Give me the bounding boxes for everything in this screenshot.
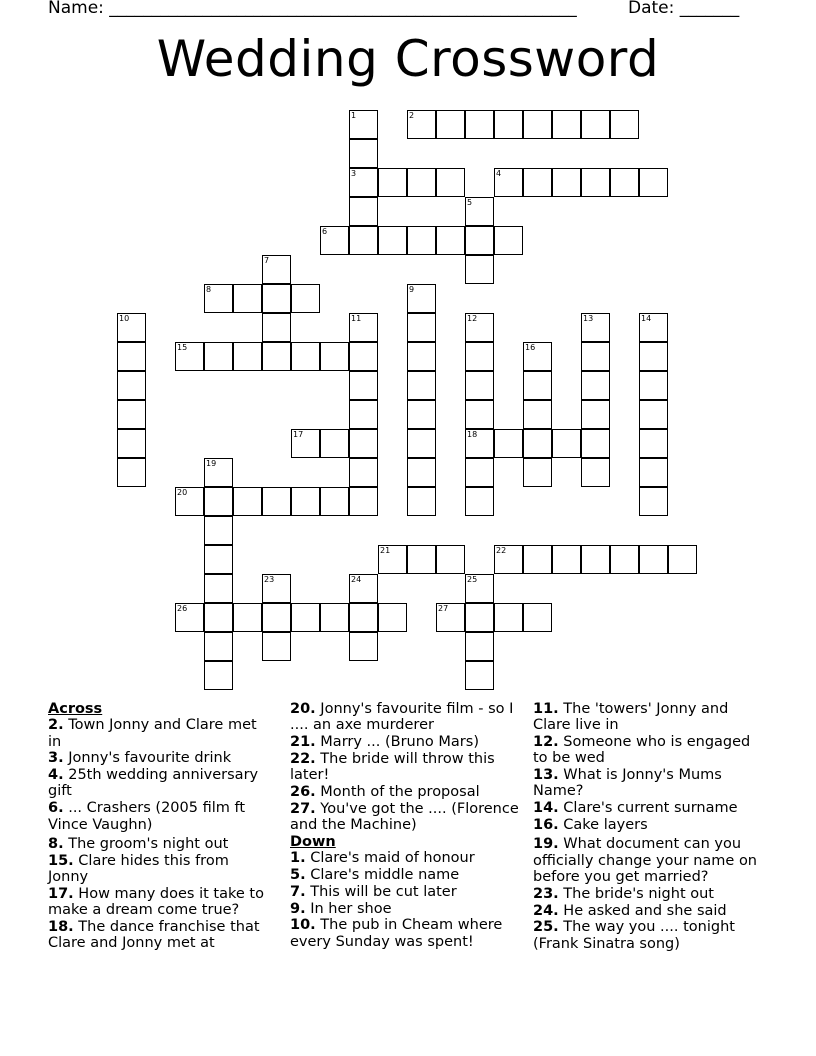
grid-cell[interactable] (523, 429, 552, 458)
clue-text: The bride's night out (558, 885, 714, 902)
clue-text: 25th wedding anniversary gift (48, 767, 259, 800)
grid-number: 18 (467, 430, 478, 439)
grid-cell[interactable] (436, 545, 465, 574)
grid-cell[interactable] (204, 603, 233, 632)
clue-number: 19. (533, 836, 559, 853)
clue-item (48, 886, 273, 919)
grid-cell[interactable] (291, 284, 320, 313)
clue-number: 14. (533, 800, 559, 817)
clue-text: Cake layers (558, 817, 648, 834)
grid-cell[interactable] (581, 429, 610, 458)
grid-cell[interactable] (117, 342, 146, 371)
clue-text: What is Jonny's Mums Name? (533, 767, 722, 800)
grid-cell[interactable] (204, 487, 233, 516)
clue-item (533, 836, 768, 885)
grid-cell[interactable] (610, 545, 639, 574)
grid-cell[interactable] (436, 168, 465, 197)
grid-number: 9 (409, 285, 415, 294)
clue-number: 13. (533, 767, 559, 784)
grid-cell[interactable] (668, 545, 697, 574)
clue-item (533, 817, 768, 833)
clue-number: 26. (290, 783, 316, 800)
grid-cell[interactable] (523, 371, 552, 400)
clue-number: 21. (290, 734, 316, 751)
grid-cell[interactable] (291, 487, 320, 516)
grid-cell[interactable] (465, 400, 494, 429)
grid-cell[interactable] (204, 661, 233, 690)
grid-cell[interactable] (639, 400, 668, 429)
grid-cell[interactable] (465, 661, 494, 690)
grid-cell[interactable] (262, 632, 291, 661)
clue-item (533, 886, 768, 902)
clue-item (533, 903, 768, 919)
clues-column-3 (533, 701, 768, 952)
clue-number: 1. (290, 850, 306, 867)
grid-cell[interactable] (407, 371, 436, 400)
grid-cell[interactable] (291, 603, 320, 632)
clue-number: 20. (290, 701, 316, 717)
grid-number: 7 (264, 256, 270, 265)
grid-cell[interactable] (523, 603, 552, 632)
clue-text: You've got the .... (Florence and the Machine) (290, 800, 519, 834)
grid-number: 8 (206, 285, 212, 294)
clue-number: 24. (533, 902, 559, 919)
clue-text: The way you .... tonight (Frank Sinatra song) (533, 919, 735, 952)
clue-text: The bride will throw this later! (290, 750, 495, 784)
clue-item (290, 751, 520, 784)
grid-number: 20 (177, 488, 188, 497)
clue-text: The groom's night out (63, 835, 229, 852)
grid-cell[interactable] (552, 429, 581, 458)
grid-cell[interactable] (465, 603, 494, 632)
grid-cell[interactable] (117, 429, 146, 458)
clue-text: ... Crashers (2005 film ft Vince Vaughn) (48, 800, 246, 833)
grid-cell[interactable] (349, 429, 378, 458)
grid-cell[interactable] (639, 429, 668, 458)
grid-cell[interactable] (639, 371, 668, 400)
grid-cell[interactable] (349, 603, 378, 632)
clue-number: 2. (48, 717, 64, 734)
clue-item (48, 836, 273, 852)
grid-cell[interactable] (204, 342, 233, 371)
grid-cell[interactable] (349, 139, 378, 168)
grid-number: 5 (467, 198, 473, 207)
grid-cell[interactable] (407, 342, 436, 371)
clue-number: 15. (48, 852, 74, 869)
grid-cell[interactable] (494, 603, 523, 632)
clue-item (290, 734, 520, 750)
grid-cell[interactable] (494, 429, 523, 458)
grid-cell[interactable] (320, 487, 349, 516)
grid-cell[interactable] (320, 603, 349, 632)
grid-number: 6 (322, 227, 328, 236)
grid-cell[interactable] (349, 342, 378, 371)
clue-text: The dance franchise that Clare and Jonny met at (48, 918, 260, 952)
grid-cell[interactable] (407, 313, 436, 342)
clue-text: This will be cut later (305, 883, 457, 900)
grid-cell[interactable] (233, 487, 262, 516)
clue-item (290, 784, 520, 800)
grid-cell[interactable] (378, 603, 407, 632)
clue-text: Marry ... (Bruno Mars) (315, 734, 479, 751)
grid-number: 17 (293, 430, 304, 439)
grid-number: 4 (496, 169, 502, 178)
clue-item (290, 867, 520, 883)
grid-cell[interactable] (349, 458, 378, 487)
grid-cell[interactable] (349, 371, 378, 400)
grid-number: 19 (206, 459, 217, 468)
clue-text: Month of the proposal (315, 783, 480, 800)
grid-cell[interactable] (349, 197, 378, 226)
grid-cell[interactable] (581, 458, 610, 487)
grid-cell[interactable] (233, 342, 262, 371)
grid-cell[interactable] (349, 226, 378, 255)
grid-cell[interactable] (204, 516, 233, 545)
grid-cell[interactable] (610, 168, 639, 197)
clue-item (290, 917, 520, 950)
grid-cell[interactable] (639, 545, 668, 574)
grid-number: 24 (351, 575, 362, 584)
grid-cell[interactable] (639, 458, 668, 487)
clue-text: He asked and she said (558, 902, 727, 919)
clue-number: 4. (48, 767, 64, 784)
grid-cell[interactable] (407, 226, 436, 255)
grid-number: 11 (351, 314, 362, 323)
clue-item (533, 919, 768, 952)
grid-cell[interactable] (581, 110, 610, 139)
grid-cell[interactable] (523, 168, 552, 197)
clue-item (48, 919, 273, 952)
clue-text: Clare hides this from Jonny (48, 852, 229, 885)
clue-item (290, 884, 520, 900)
clue-item (48, 767, 273, 800)
grid-cell[interactable] (465, 458, 494, 487)
grid-cell[interactable] (465, 342, 494, 371)
grid-number: 2 (409, 111, 415, 120)
grid-cell[interactable] (117, 458, 146, 487)
grid-cell[interactable] (639, 342, 668, 371)
grid-number: 27 (438, 604, 449, 613)
grid-cell[interactable] (204, 632, 233, 661)
grid-cell[interactable] (581, 168, 610, 197)
clue-number: 16. (533, 817, 559, 834)
clue-item (290, 701, 520, 734)
grid-cell[interactable] (233, 284, 262, 313)
grid-cell[interactable] (117, 371, 146, 400)
grid-cell[interactable] (552, 545, 581, 574)
clue-item (533, 701, 768, 734)
grid-cell[interactable] (494, 226, 523, 255)
down-heading: Down (290, 833, 336, 850)
clues-column-2 (290, 701, 520, 950)
clue-text: Town Jonny and Clare met in (48, 717, 257, 750)
grid-number: 1 (351, 111, 357, 120)
clue-number: 6. (48, 800, 64, 817)
grid-cell[interactable] (436, 226, 465, 255)
clue-item (48, 800, 273, 833)
clue-text: How many does it take to make a dream come true? (48, 885, 264, 919)
clue-item (48, 717, 273, 750)
clue-number: 11. (533, 701, 559, 717)
grid-cell[interactable] (407, 487, 436, 516)
grid-cell[interactable] (320, 429, 349, 458)
grid-cell[interactable] (378, 168, 407, 197)
grid-cell[interactable] (465, 255, 494, 284)
clue-item (290, 801, 520, 834)
clue-text: Clare's middle name (305, 866, 460, 883)
clue-number: 23. (533, 885, 559, 902)
grid-cell[interactable] (349, 487, 378, 516)
grid-cell[interactable] (639, 487, 668, 516)
grid-cell[interactable] (523, 110, 552, 139)
clue-number: 7. (290, 883, 306, 900)
page-title: Wedding Crossword (156, 30, 660, 88)
grid-cell[interactable] (262, 487, 291, 516)
grid-cell[interactable] (465, 110, 494, 139)
grid-number: 13 (583, 314, 594, 323)
grid-cell[interactable] (204, 574, 233, 603)
grid-cell[interactable] (494, 110, 523, 139)
clue-text: Jonny's favourite drink (63, 750, 232, 767)
clue-item (48, 853, 273, 886)
clue-number: 18. (48, 918, 74, 935)
grid-cell[interactable] (581, 342, 610, 371)
grid-cell[interactable] (262, 313, 291, 342)
grid-number: 26 (177, 604, 188, 613)
grid-cell[interactable] (407, 458, 436, 487)
clue-item (48, 750, 273, 766)
grid-cell[interactable] (349, 400, 378, 429)
grid-cell[interactable] (204, 545, 233, 574)
name-line: Name: _______________________________________________________ (48, 0, 577, 18)
clue-item (533, 734, 768, 767)
grid-cell[interactable] (523, 545, 552, 574)
grid-cell[interactable] (262, 342, 291, 371)
grid-number: 22 (496, 546, 507, 555)
clue-number: 22. (290, 750, 316, 767)
grid-number: 25 (467, 575, 478, 584)
clue-text: Someone who is engaged to be wed (533, 734, 751, 767)
grid-cell[interactable] (581, 371, 610, 400)
grid-cell[interactable] (465, 632, 494, 661)
across-heading: Across (48, 701, 103, 717)
grid-cell[interactable] (262, 284, 291, 313)
grid-cell[interactable] (407, 545, 436, 574)
grid-cell[interactable] (523, 400, 552, 429)
grid-number: 14 (641, 314, 652, 323)
clue-text: Jonny's favourite film - so I .... an axe murderer (290, 701, 514, 734)
clue-item (290, 901, 520, 917)
clue-text: Clare's maid of honour (305, 850, 475, 867)
grid-number: 23 (264, 575, 275, 584)
clues-column-1 (48, 701, 273, 952)
clue-text: What document can you officially change your name on before you get married? (533, 836, 757, 885)
grid-cell[interactable] (407, 429, 436, 458)
grid-cell[interactable] (523, 458, 552, 487)
grid-cell[interactable] (581, 400, 610, 429)
clue-item (533, 767, 768, 800)
grid-cell[interactable] (581, 545, 610, 574)
clue-text: The pub in Cheam where every Sunday was spent! (290, 917, 503, 950)
clue-text: The 'towers' Jonny and Clare live in (533, 701, 729, 734)
grid-cell[interactable] (465, 487, 494, 516)
grid-number: 3 (351, 169, 357, 178)
grid-number: 10 (119, 314, 130, 323)
grid-cell[interactable] (117, 400, 146, 429)
grid-number: 16 (525, 343, 536, 352)
clue-number: 17. (48, 885, 74, 902)
grid-cell[interactable] (291, 342, 320, 371)
grid-cell[interactable] (552, 168, 581, 197)
clue-item (533, 800, 768, 816)
clue-text: Clare's current surname (558, 800, 738, 817)
clue-number: 25. (533, 919, 559, 936)
date-line: Date: _______ (628, 0, 740, 18)
clue-number: 5. (290, 866, 306, 883)
clue-number: 27. (290, 800, 316, 817)
grid-cell[interactable] (407, 168, 436, 197)
grid-cell[interactable] (552, 110, 581, 139)
grid-cell[interactable] (320, 342, 349, 371)
clue-number: 8. (48, 835, 64, 852)
clue-number: 9. (290, 900, 306, 917)
grid-cell[interactable] (378, 226, 407, 255)
grid-cell[interactable] (465, 226, 494, 255)
grid-number: 15 (177, 343, 188, 352)
clue-number: 10. (290, 917, 316, 934)
clue-text: In her shoe (305, 900, 392, 917)
grid-number: 21 (380, 546, 391, 555)
grid-cell[interactable] (407, 400, 436, 429)
grid-number: 12 (467, 314, 478, 323)
grid-cell[interactable] (233, 603, 262, 632)
grid-cell[interactable] (436, 110, 465, 139)
grid-cell[interactable] (639, 168, 668, 197)
grid-cell[interactable] (349, 632, 378, 661)
grid-cell[interactable] (465, 371, 494, 400)
grid-cell[interactable] (610, 110, 639, 139)
clue-number: 3. (48, 750, 64, 767)
clue-number: 12. (533, 734, 559, 751)
clue-item (290, 850, 520, 866)
grid-cell[interactable] (262, 603, 291, 632)
